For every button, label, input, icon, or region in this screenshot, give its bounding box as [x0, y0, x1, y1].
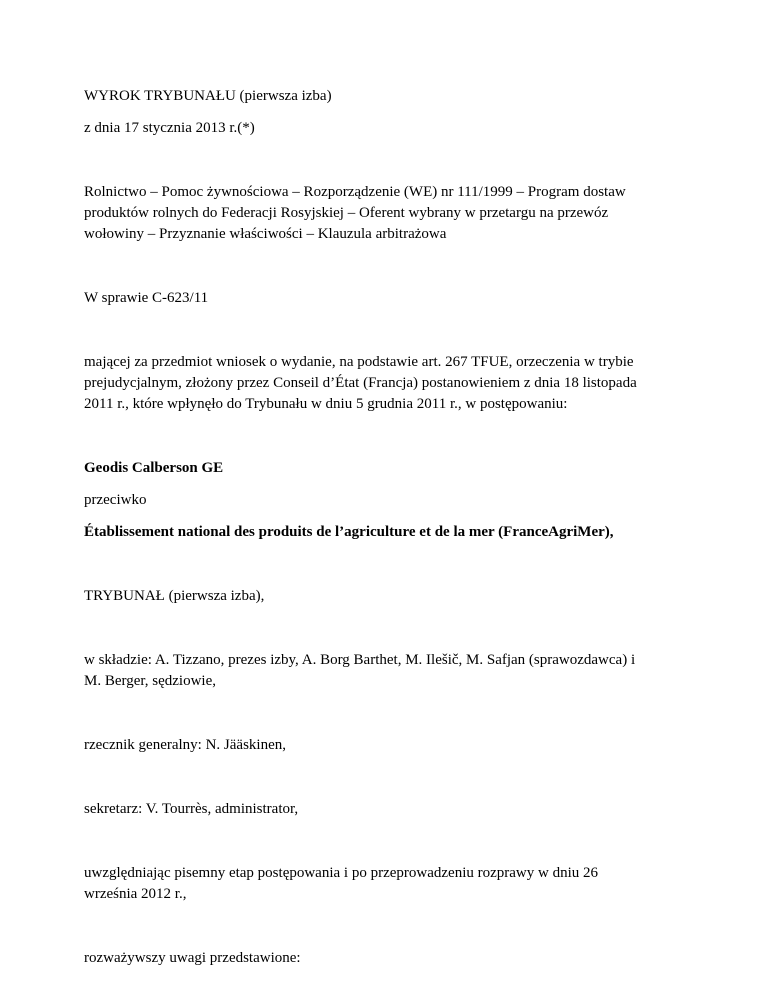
keywords-line: wołowiny – Przyznanie właściwości – Klauzula arbitrażowa — [84, 226, 447, 242]
procedure-line: uwzględniając pisemny etap postępowania i po przeprowadzeniu rozprawy w dniu 26 — [84, 865, 598, 881]
observations-intro: rozważywszy uwagi przedstawione: — [84, 950, 301, 966]
court-heading: TRYBUNAŁ (pierwsza izba), — [84, 588, 265, 604]
procedure-line: września 2012 r., — [84, 886, 187, 902]
registrar: sekretarz: V. Tourrès, administrator, — [84, 801, 299, 817]
subject-line: 2011 r., które wpłynęło do Trybunału w dniu 5 grudnia 2011 r., w postępowaniu: — [84, 396, 568, 412]
judgment-date: z dnia 17 stycznia 2013 r.(*) — [84, 120, 255, 136]
applicant-party: Geodis Calberson GE — [84, 460, 224, 476]
judgment-title: WYROK TRYBUNAŁU (pierwsza izba) — [84, 88, 332, 104]
subject-line: prejudycjalnym, złożony przez Conseil d’État (Francja) postanowieniem z dnia 18 listopada — [84, 375, 637, 391]
versus-label: przeciwko — [84, 492, 147, 508]
subject-line: mającej za przedmiot wniosek o wydanie, na podstawie art. 267 TFUE, orzeczenia w trybie — [84, 354, 634, 370]
keywords-line: Rolnictwo – Pomoc żywnościowa – Rozporządzenie (WE) nr 111/1999 – Program dostaw — [84, 184, 626, 200]
defendant-party: Établissement national des produits de l’agriculture et de la mer (FranceAgriMer), — [84, 524, 614, 540]
composition-line: w składzie: A. Tizzano, prezes izby, A. Borg Barthet, M. Ilešič, M. Safjan (sprawozdawca) i — [84, 652, 636, 668]
composition-line: M. Berger, sędziowie, — [84, 673, 217, 689]
keywords-line: produktów rolnych do Federacji Rosyjskiej – Oferent wybrany w przetargu na przewóz — [84, 205, 609, 221]
advocate-general: rzecznik generalny: N. Jääskinen, — [84, 737, 286, 753]
case-number: W sprawie C‑623/11 — [84, 290, 209, 306]
